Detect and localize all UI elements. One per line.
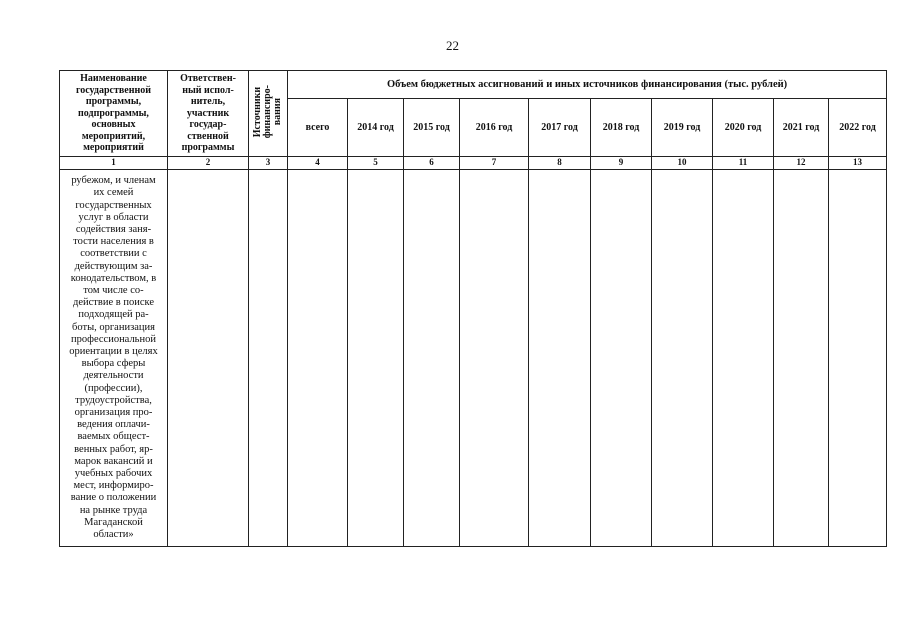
- column-number: 13: [829, 157, 887, 170]
- row-name-cell: [60, 169, 168, 547]
- row-cell: [713, 169, 774, 547]
- column-number: 1: [60, 157, 168, 170]
- column-number: 2: [168, 157, 249, 170]
- column-number: 7: [460, 157, 529, 170]
- column-number: 5: [348, 157, 404, 170]
- row-cell: [774, 169, 829, 547]
- row-cell: [404, 169, 460, 547]
- column-number: 4: [288, 157, 348, 170]
- row-cell: [348, 169, 404, 547]
- row-cell: [288, 169, 348, 547]
- row-cell: [529, 169, 591, 547]
- column-number: 8: [529, 157, 591, 170]
- header-year: 2022 год: [829, 99, 887, 157]
- column-number: 12: [774, 157, 829, 170]
- header-program-name: Наименование государственной программы, подпрограммы, основных мероприятий, мероприятий: [60, 71, 168, 157]
- row-cell: [460, 169, 529, 547]
- header-year: 2021 год: [774, 99, 829, 157]
- budget-table: [59, 70, 887, 547]
- row-cell: [652, 169, 713, 547]
- header-year: 2018 год: [591, 99, 652, 157]
- row-cell: [249, 169, 288, 547]
- column-number: 10: [652, 157, 713, 170]
- header-year: 2014 год: [348, 99, 404, 157]
- row-name-text: рубежом, и членам их семей государственных услуг в области содействия заня- тости населения в соответствии с действующим за- конодательством, в том числе со- действие в поиске подходящей ра- боты, организация профессиональной ориентации в целях выбора сферы деятельности (профессии), трудоустройства, организация про- ведения оплачи- ваемых общест- венных работ, яр- марок вакансий и учебных рабочих мест, информиро- вание о положении на рынке труда Магаданской области»: [69, 175, 158, 541]
- table-row: [60, 169, 887, 547]
- column-number: 11: [713, 157, 774, 170]
- header-year: 2017 год: [529, 99, 591, 157]
- header-funding-source: Источники финансиро- вания: [249, 71, 288, 157]
- column-number: 3: [249, 157, 288, 170]
- column-number-row: [60, 157, 887, 170]
- row-cell: [591, 169, 652, 547]
- column-number: 9: [591, 157, 652, 170]
- row-cell: [829, 169, 887, 547]
- header-year: 2015 год: [404, 99, 460, 157]
- header-year: 2016 год: [460, 99, 529, 157]
- header-year: 2019 год: [652, 99, 713, 157]
- row-cell: [168, 169, 249, 547]
- header-executor: Ответствен- ный испол- нитель, участник государ- ственной программы: [168, 71, 249, 157]
- header-year: 2020 год: [713, 99, 774, 157]
- column-number: 6: [404, 157, 460, 170]
- header-budget-group: Объем бюджетных ассигнований и иных источников финансирования (тыс. рублей): [288, 71, 887, 99]
- page-number: 22: [446, 38, 459, 53]
- header-total: всего: [288, 99, 348, 157]
